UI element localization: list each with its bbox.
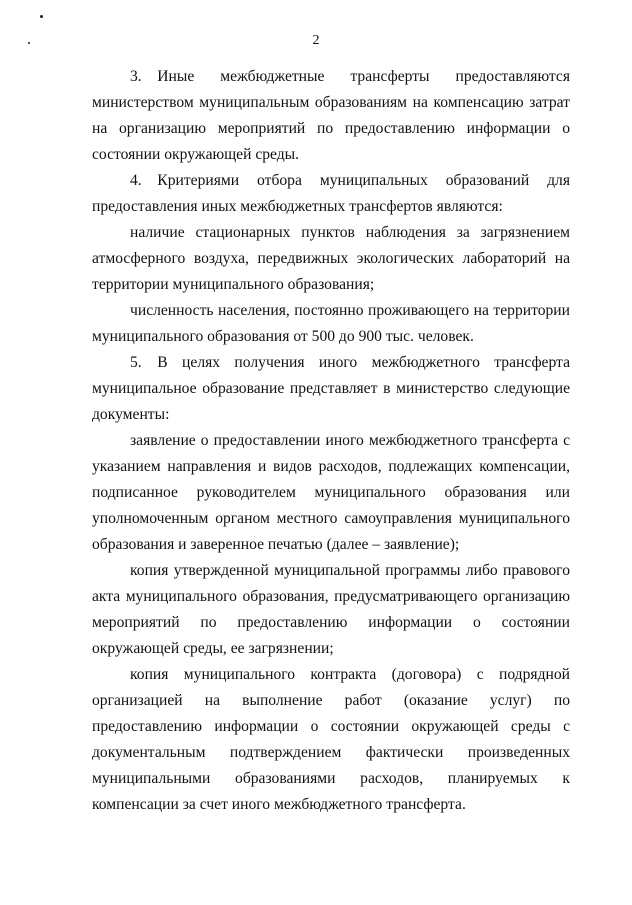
document-program-copy: копия утвержденной муниципальной программы либо правового акта муниципального образования, предусматривающего организацию мероприятий по предоставлению информации о состоянии окружающей среды, ее загрязнении; — [92, 562, 570, 657]
paragraph-3: 3. Иные межбюджетные трансферты предоставляются министерством муниципальным образованиям на компенсацию затрат на организацию мероприятий по предоставлению информации о состоянии окружающей среды. — [92, 68, 570, 163]
criterion-population: численность населения, постоянно проживающего на территории муниципального образования от 500 до 900 тыс. человек. — [92, 302, 570, 345]
document-contract-copy: копия муниципального контракта (договора) с подрядной организацией на выполнение работ (оказание услуг) по предоставлению информации о состоянии окружающей среды с документальным подтверждением фактически произведенных муниципальными образованиями расходов, планируемых к компенсации за счет иного межбюджетного трансферта. — [92, 666, 570, 813]
scan-speck — [40, 15, 43, 18]
criterion-stations: наличие стационарных пунктов наблюдения за загрязнением атмосферного воздуха, передвижных экологических лабораторий на территории муниципального образования; — [92, 224, 570, 293]
document-application: заявление о предоставлении иного межбюджетного трансферта с указанием направления и видов расходов, подлежащих компенсации, подписанное руководителем муниципального образования или уполномоченным органом местного самоуправления муниципального образования и заверенное печатью (далее – заявление); — [92, 432, 570, 553]
paragraph-4: 4. Критериями отбора муниципальных образований для предоставления иных межбюджетных трансфертов являются: — [92, 172, 570, 215]
document-body — [92, 64, 570, 818]
paragraph-5: 5. В целях получения иного межбюджетного трансферта муниципальное образование представляет в министерство следующие документы: — [92, 354, 570, 423]
page-number: 2 — [312, 33, 320, 48]
